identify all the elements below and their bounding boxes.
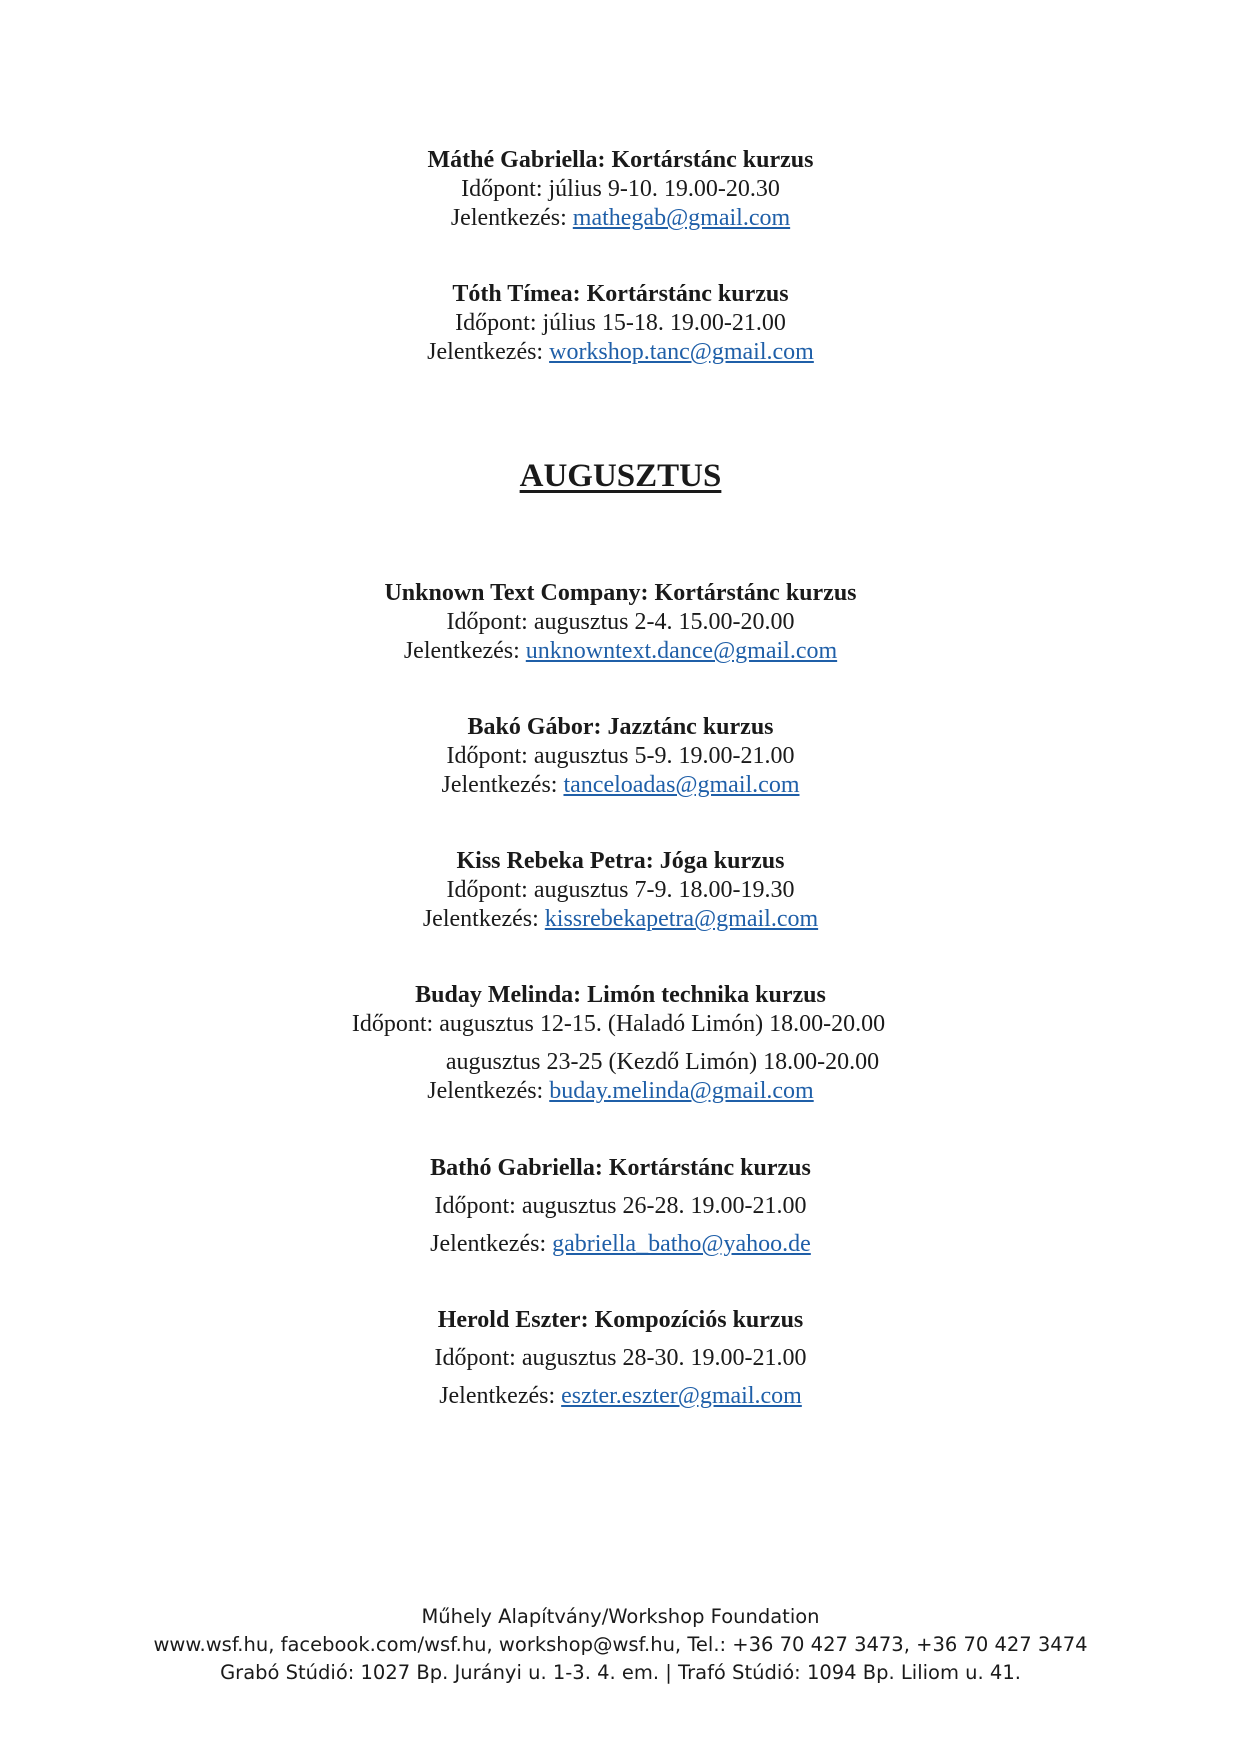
email-link[interactable]: buday.melinda@gmail.com	[549, 1078, 814, 1104]
course-title: Tóth Tímea: Kortárstánc kurzus	[452, 281, 789, 307]
course-block-bako	[0, 713, 1241, 800]
course-signup: Jelentkezés: gabriella_batho@yahoo.de	[430, 1231, 811, 1257]
course-block-unknowntext	[0, 579, 1241, 666]
footer-contacts: www.wsf.hu, facebook.com/wsf.hu, workshop@wsf.hu, Tel.: +36 70 427 3473, +36 70 427 3474	[153, 1633, 1088, 1656]
course-time: Időpont: augusztus 2-4. 15.00-20.00	[446, 609, 795, 635]
course-title: Bakó Gábor: Jazztánc kurzus	[467, 714, 774, 740]
email-link[interactable]: eszter.eszter@gmail.com	[561, 1383, 802, 1409]
course-time-second: augusztus 23-25 (Kezdő Limón) 18.00-20.00	[445, 1049, 880, 1075]
email-link[interactable]: gabriella_batho@yahoo.de	[552, 1231, 811, 1257]
email-link[interactable]: workshop.tanc@gmail.com	[549, 339, 814, 365]
course-time: Időpont: augusztus 28-30. 19.00-21.00	[434, 1345, 807, 1371]
email-link[interactable]: unknowntext.dance@gmail.com	[525, 638, 838, 664]
course-block-buday	[0, 981, 1241, 1106]
course-signup: Jelentkezés: mathegab@gmail.com	[450, 205, 791, 231]
course-signup: Jelentkezés: workshop.tanc@gmail.com	[427, 339, 814, 365]
course-time: Időpont: augusztus 26-28. 19.00-21.00	[434, 1193, 807, 1219]
course-title: Bathó Gabriella: Kortárstánc kurzus	[430, 1155, 811, 1181]
course-time: Időpont: augusztus 12-15. (Haladó Limón) 18.00-20.00	[351, 1011, 886, 1037]
course-title: Kiss Rebeka Petra: Jóga kurzus	[456, 848, 785, 874]
course-block-toth	[0, 280, 1241, 367]
course-block-kiss	[0, 847, 1241, 934]
course-signup: Jelentkezés: eszter.eszter@gmail.com	[439, 1383, 802, 1409]
course-time: Időpont: július 15-18. 19.00-21.00	[455, 310, 786, 336]
month-heading: AUGUSZTUS	[519, 458, 722, 494]
course-title: Herold Eszter: Kompozíciós kurzus	[437, 1307, 804, 1333]
course-time: Időpont: augusztus 5-9. 19.00-21.00	[446, 743, 795, 769]
course-time: Időpont: augusztus 7-9. 18.00-19.30	[446, 877, 795, 903]
course-signup: Jelentkezés: tanceloadas@gmail.com	[441, 772, 800, 798]
course-signup: Jelentkezés: unknowntext.dance@gmail.com	[403, 638, 838, 664]
page-footer	[0, 1603, 1241, 1687]
course-block-herold	[0, 1306, 1241, 1411]
footer-addresses: Grabó Stúdió: 1027 Bp. Jurányi u. 1-3. 4. em. | Trafó Stúdió: 1094 Bp. Liliom u. 41.	[220, 1661, 1021, 1684]
footer-organization: Műhely Alapítvány/Workshop Foundation	[421, 1605, 820, 1628]
course-signup: Jelentkezés: buday.melinda@gmail.com	[427, 1078, 814, 1104]
email-link[interactable]: tanceloadas@gmail.com	[563, 772, 800, 798]
course-block-batho	[0, 1154, 1241, 1259]
course-signup: Jelentkezés: kissrebekapetra@gmail.com	[422, 906, 819, 932]
course-title: Unknown Text Company: Kortárstánc kurzus	[384, 580, 857, 606]
course-title: Máthé Gabriella: Kortárstánc kurzus	[427, 147, 814, 173]
email-link[interactable]: kissrebekapetra@gmail.com	[544, 906, 819, 932]
course-block-mathe	[0, 146, 1241, 233]
course-time: Időpont: július 9-10. 19.00-20.30	[461, 176, 780, 202]
email-link[interactable]: mathegab@gmail.com	[572, 205, 791, 231]
course-title: Buday Melinda: Limón technika kurzus	[415, 982, 826, 1008]
